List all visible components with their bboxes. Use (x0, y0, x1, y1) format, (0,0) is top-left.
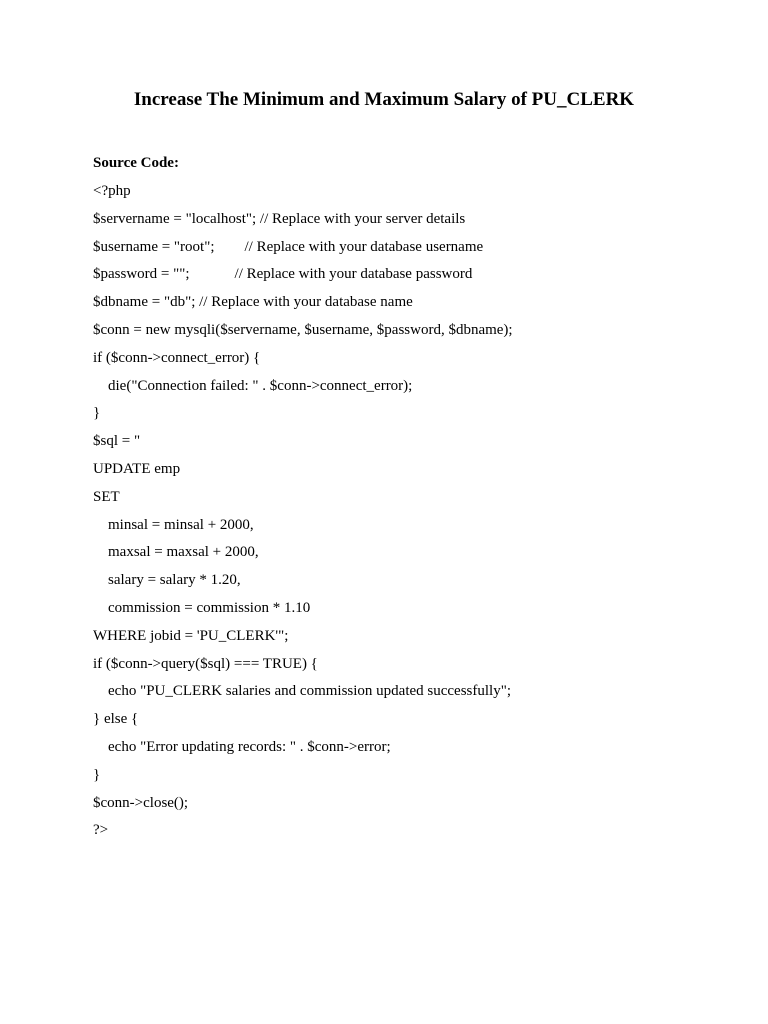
code-line: $conn = new mysqli($servername, $username, $password, $dbname); (93, 321, 513, 338)
code-line: echo "PU_CLERK salaries and commission updated successfully"; (93, 683, 512, 700)
code-line: $username = "root"; // Replace with your database username (93, 238, 484, 255)
code-line: UPDATE emp (93, 460, 181, 477)
code-line: } (93, 766, 101, 783)
code-line: ?> (93, 822, 109, 839)
code-line: maxsal = maxsal + 2000, (93, 544, 259, 561)
code-line: commission = commission * 1.10 (93, 599, 311, 616)
code-line: salary = salary * 1.20, (93, 572, 241, 589)
code-line: minsal = minsal + 2000, (93, 516, 254, 533)
code-line: SET (93, 488, 120, 505)
code-line: <?php (93, 183, 131, 199)
code-line: if ($conn->connect_error) { (93, 349, 261, 366)
code-line: } (93, 405, 101, 422)
code-line: } else { (93, 711, 139, 728)
code-line: die("Connection failed: " . $conn->connect_error); (93, 377, 413, 394)
document-title: Increase The Minimum and Maximum Salary of PU_CLERK (133, 89, 635, 110)
code-line: $servername = "localhost"; // Replace with your server details (93, 210, 466, 227)
source-code-block (93, 182, 513, 849)
code-line: $conn->close(); (93, 794, 189, 811)
code-line: WHERE jobid = 'PU_CLERK'"; (93, 627, 289, 644)
code-line: if ($conn->query($sql) === TRUE) { (93, 655, 318, 672)
code-line: $password = ""; // Replace with your database password (93, 266, 473, 283)
code-line: $dbname = "db"; // Replace with your database name (93, 294, 413, 311)
code-line: echo "Error updating records: " . $conn->error; (93, 738, 391, 755)
source-code-label: Source Code: (93, 155, 179, 171)
code-line: $sql = " (93, 433, 141, 450)
